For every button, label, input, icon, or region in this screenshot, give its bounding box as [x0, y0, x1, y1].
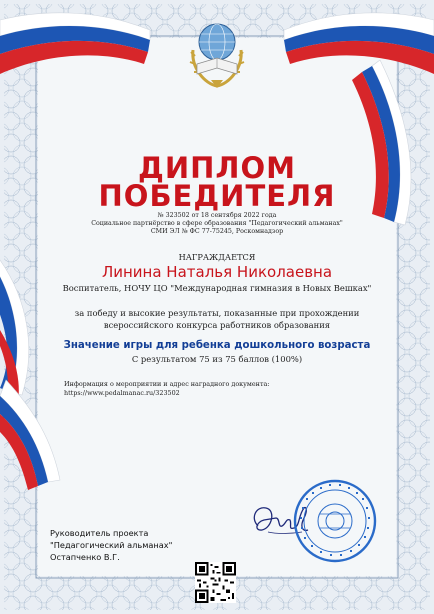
nomination-title: Значение игры для ребенка дошкольного возраста — [63, 340, 371, 351]
title-line-1: ДИПЛОМ — [138, 151, 296, 185]
globe-emblem — [187, 12, 247, 92]
registration-number: № 323502 от 18 сентября 2022 года — [157, 212, 277, 219]
partnership-text: Социальное партнёрство в сфере образования "Педагогический альманах" — [91, 220, 343, 227]
official-seal — [292, 478, 378, 564]
qr-code[interactable] — [195, 562, 236, 603]
info-url[interactable]: https://www.pedalmanac.ru/323502 — [64, 389, 180, 397]
signature-title: Руководитель проекта — [50, 528, 149, 538]
title-line-2: ПОБЕДИТЕЛЯ — [98, 179, 336, 213]
recipient-role: Воспитатель, НОЧУ ЦО "Международная гимназия в Новых Вешках" — [62, 283, 372, 293]
signature-project: "Педагогический альманах" — [50, 540, 173, 550]
reason-line-1: за победу и высокие результаты, показанные при прохождении — [74, 308, 360, 318]
reason-line-2: всероссийского конкурса работников образования — [103, 320, 331, 330]
awarded-label: НАГРАЖДАЕТСЯ — [178, 252, 256, 262]
result-text: С результатом 75 из 75 баллов (100%) — [131, 354, 303, 364]
signature-name: Остапченко В.Г. — [50, 552, 120, 562]
recipient-name: Линина Наталья Николаевна — [101, 263, 333, 281]
media-registration: СМИ ЭЛ № ФС 77-75245, Роскомнадзор — [150, 228, 284, 235]
info-label: Информация о мероприятии и адрес наградного документа: — [64, 380, 270, 388]
